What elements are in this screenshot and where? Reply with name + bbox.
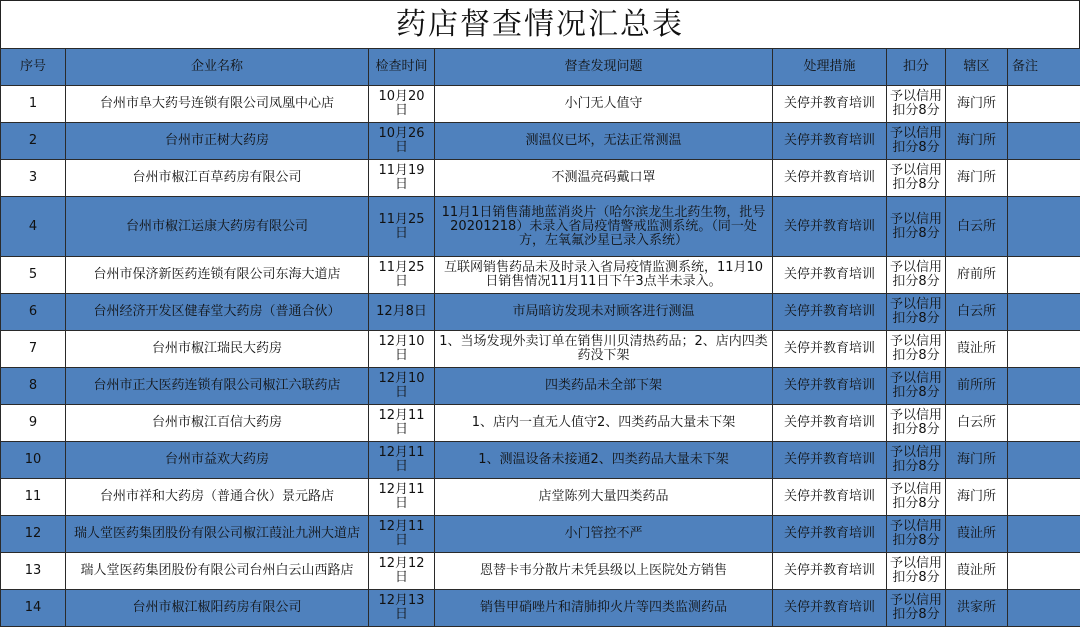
- header-company: 企业名称: [66, 49, 369, 86]
- issue-found: 四类药品未全部下架: [435, 368, 773, 405]
- table-row: [1, 257, 1080, 294]
- row-seq: 13: [1, 553, 66, 590]
- inspection-date: 11月25日: [369, 257, 435, 294]
- inspection-date: 12月10日: [369, 368, 435, 405]
- sheet-title: 药店督查情况汇总表: [0, 0, 1080, 48]
- row-seq: 9: [1, 405, 66, 442]
- company-name: 台州市阜大药号连锁有限公司凤凰中心店: [66, 86, 369, 123]
- measure: 关停并教育培训: [773, 479, 887, 516]
- company-name: 台州市保济新医药连锁有限公司东海大道店: [66, 257, 369, 294]
- measure: 关停并教育培训: [773, 553, 887, 590]
- table-row: [1, 590, 1080, 627]
- issue-found: 销售甲硝唑片和清肺抑火片等四类监测药品: [435, 590, 773, 627]
- table-row: [1, 331, 1080, 368]
- inspection-date: 12月11日: [369, 405, 435, 442]
- deduction: 予以信用扣分8分: [887, 590, 946, 627]
- table-row: [1, 479, 1080, 516]
- row-seq: 6: [1, 294, 66, 331]
- table-row: [1, 553, 1080, 590]
- measure: 关停并教育培训: [773, 331, 887, 368]
- deduction: 予以信用扣分8分: [887, 516, 946, 553]
- header-deduct: 扣分: [887, 49, 946, 86]
- inspection-date: 12月11日: [369, 479, 435, 516]
- row-seq: 10: [1, 442, 66, 479]
- inspection-date: 12月12日: [369, 553, 435, 590]
- district: 海门所: [946, 479, 1008, 516]
- inspection-date: 11月19日: [369, 160, 435, 197]
- issue-found: 测温仪已坏，无法正常测温: [435, 123, 773, 160]
- row-seq: 8: [1, 368, 66, 405]
- note: [1008, 516, 1080, 553]
- note: [1008, 405, 1080, 442]
- measure: 关停并教育培训: [773, 405, 887, 442]
- company-name: 台州市椒江百草药房有限公司: [66, 160, 369, 197]
- measure: 关停并教育培训: [773, 368, 887, 405]
- issue-found: 不测温亮码戴口罩: [435, 160, 773, 197]
- issue-found: 1、当场发现外卖订单在销售川贝清热药品；2、店内四类药没下架: [435, 331, 773, 368]
- inspection-date: 10月20日: [369, 86, 435, 123]
- company-name: 台州经济开发区健春堂大药房（普通合伙）: [66, 294, 369, 331]
- inspection-date: 10月26日: [369, 123, 435, 160]
- header-row: [1, 49, 1080, 86]
- row-seq: 14: [1, 590, 66, 627]
- note: [1008, 368, 1080, 405]
- issue-found: 互联网销售药品未及时录入省局疫情监测系统，11月10日销售情况11月11日下午3点半未录入。: [435, 257, 773, 294]
- deduction: 予以信用扣分8分: [887, 405, 946, 442]
- deduction: 予以信用扣分8分: [887, 442, 946, 479]
- district: 葭沚所: [946, 553, 1008, 590]
- district: 海门所: [946, 86, 1008, 123]
- company-name: 台州市椒江瑞民大药房: [66, 331, 369, 368]
- note: [1008, 197, 1080, 257]
- table-row: [1, 405, 1080, 442]
- company-name: 台州市益欢大药房: [66, 442, 369, 479]
- measure: 关停并教育培训: [773, 86, 887, 123]
- district: 葭沚所: [946, 331, 1008, 368]
- row-seq: 2: [1, 123, 66, 160]
- district: 前所所: [946, 368, 1008, 405]
- note: [1008, 479, 1080, 516]
- table-row: [1, 442, 1080, 479]
- measure: 关停并教育培训: [773, 442, 887, 479]
- measure: 关停并教育培训: [773, 294, 887, 331]
- deduction: 予以信用扣分8分: [887, 479, 946, 516]
- issue-found: 市局暗访发现未对顾客进行测温: [435, 294, 773, 331]
- note: [1008, 257, 1080, 294]
- district: 海门所: [946, 160, 1008, 197]
- company-name: 台州市椒江百信大药房: [66, 405, 369, 442]
- deduction: 予以信用扣分8分: [887, 257, 946, 294]
- district: 葭沚所: [946, 516, 1008, 553]
- inspection-date: 11月25日: [369, 197, 435, 257]
- company-name: 台州市正大医药连锁有限公司椒江六联药店: [66, 368, 369, 405]
- inspection-date: 12月8日: [369, 294, 435, 331]
- district: 白云所: [946, 405, 1008, 442]
- deduction: 予以信用扣分8分: [887, 160, 946, 197]
- row-seq: 1: [1, 86, 66, 123]
- note: [1008, 590, 1080, 627]
- row-seq: 12: [1, 516, 66, 553]
- deduction: 予以信用扣分8分: [887, 86, 946, 123]
- table-row: [1, 516, 1080, 553]
- table-row: [1, 123, 1080, 160]
- table-row: [1, 294, 1080, 331]
- row-seq: 5: [1, 257, 66, 294]
- row-seq: 4: [1, 197, 66, 257]
- deduction: 予以信用扣分8分: [887, 331, 946, 368]
- inspection-date: 12月11日: [369, 442, 435, 479]
- issue-found: 1、店内一直无人值守2、四类药品大量未下架: [435, 405, 773, 442]
- district: 海门所: [946, 442, 1008, 479]
- measure: 关停并教育培训: [773, 123, 887, 160]
- header-district: 辖区: [946, 49, 1008, 86]
- header-date: 检查时间: [369, 49, 435, 86]
- issue-found: 11月1日销售蒲地蓝消炎片（哈尔滨龙生北药生物，批号20201218）未录入省局疫情警戒监测系统。（同一处方，左氧氟沙星已录入系统）: [435, 197, 773, 257]
- row-seq: 3: [1, 160, 66, 197]
- company-name: 瑞人堂医药集团股份有限公司台州白云山西路店: [66, 553, 369, 590]
- measure: 关停并教育培训: [773, 516, 887, 553]
- district: 府前所: [946, 257, 1008, 294]
- issue-found: 恩替卡韦分散片未凭县级以上医院处方销售: [435, 553, 773, 590]
- measure: 关停并教育培训: [773, 197, 887, 257]
- inspection-date: 12月13日: [369, 590, 435, 627]
- measure: 关停并教育培训: [773, 257, 887, 294]
- note: [1008, 123, 1080, 160]
- issue-found: 店堂陈列大量四类药品: [435, 479, 773, 516]
- company-name: 台州市椒江运康大药房有限公司: [66, 197, 369, 257]
- row-seq: 7: [1, 331, 66, 368]
- issue-found: 1、测温设备未接通2、四类药品大量未下架: [435, 442, 773, 479]
- note: [1008, 294, 1080, 331]
- company-name: 台州市正树大药房: [66, 123, 369, 160]
- table-body: [1, 86, 1080, 627]
- header-measure: 处理措施: [773, 49, 887, 86]
- inspection-date: 12月10日: [369, 331, 435, 368]
- deduction: 予以信用扣分8分: [887, 294, 946, 331]
- deduction: 予以信用扣分8分: [887, 197, 946, 257]
- deduction: 予以信用扣分8分: [887, 368, 946, 405]
- district: 白云所: [946, 294, 1008, 331]
- measure: 关停并教育培训: [773, 160, 887, 197]
- table-row: [1, 86, 1080, 123]
- issue-found: 小门管控不严: [435, 516, 773, 553]
- measure: 关停并教育培训: [773, 590, 887, 627]
- note: [1008, 331, 1080, 368]
- note: [1008, 442, 1080, 479]
- deduction: 予以信用扣分8分: [887, 553, 946, 590]
- inspection-table: [0, 48, 1080, 627]
- company-name: 台州市祥和大药房（普通合伙）景元路店: [66, 479, 369, 516]
- issue-found: 小门无人值守: [435, 86, 773, 123]
- note: [1008, 160, 1080, 197]
- deduction: 予以信用扣分8分: [887, 123, 946, 160]
- inspection-date: 12月11日: [369, 516, 435, 553]
- company-name: 瑞人堂医药集团股份有限公司椒江葭沚九洲大道店: [66, 516, 369, 553]
- table-row: [1, 368, 1080, 405]
- district: 海门所: [946, 123, 1008, 160]
- row-seq: 11: [1, 479, 66, 516]
- company-name: 台州市椒江椒阳药房有限公司: [66, 590, 369, 627]
- table-row: [1, 197, 1080, 257]
- header-issue: 督查发现问题: [435, 49, 773, 86]
- note: [1008, 553, 1080, 590]
- note: [1008, 86, 1080, 123]
- header-seq: 序号: [1, 49, 66, 86]
- header-note: 备注: [1008, 49, 1080, 86]
- district: 洪家所: [946, 590, 1008, 627]
- district: 白云所: [946, 197, 1008, 257]
- table-row: [1, 160, 1080, 197]
